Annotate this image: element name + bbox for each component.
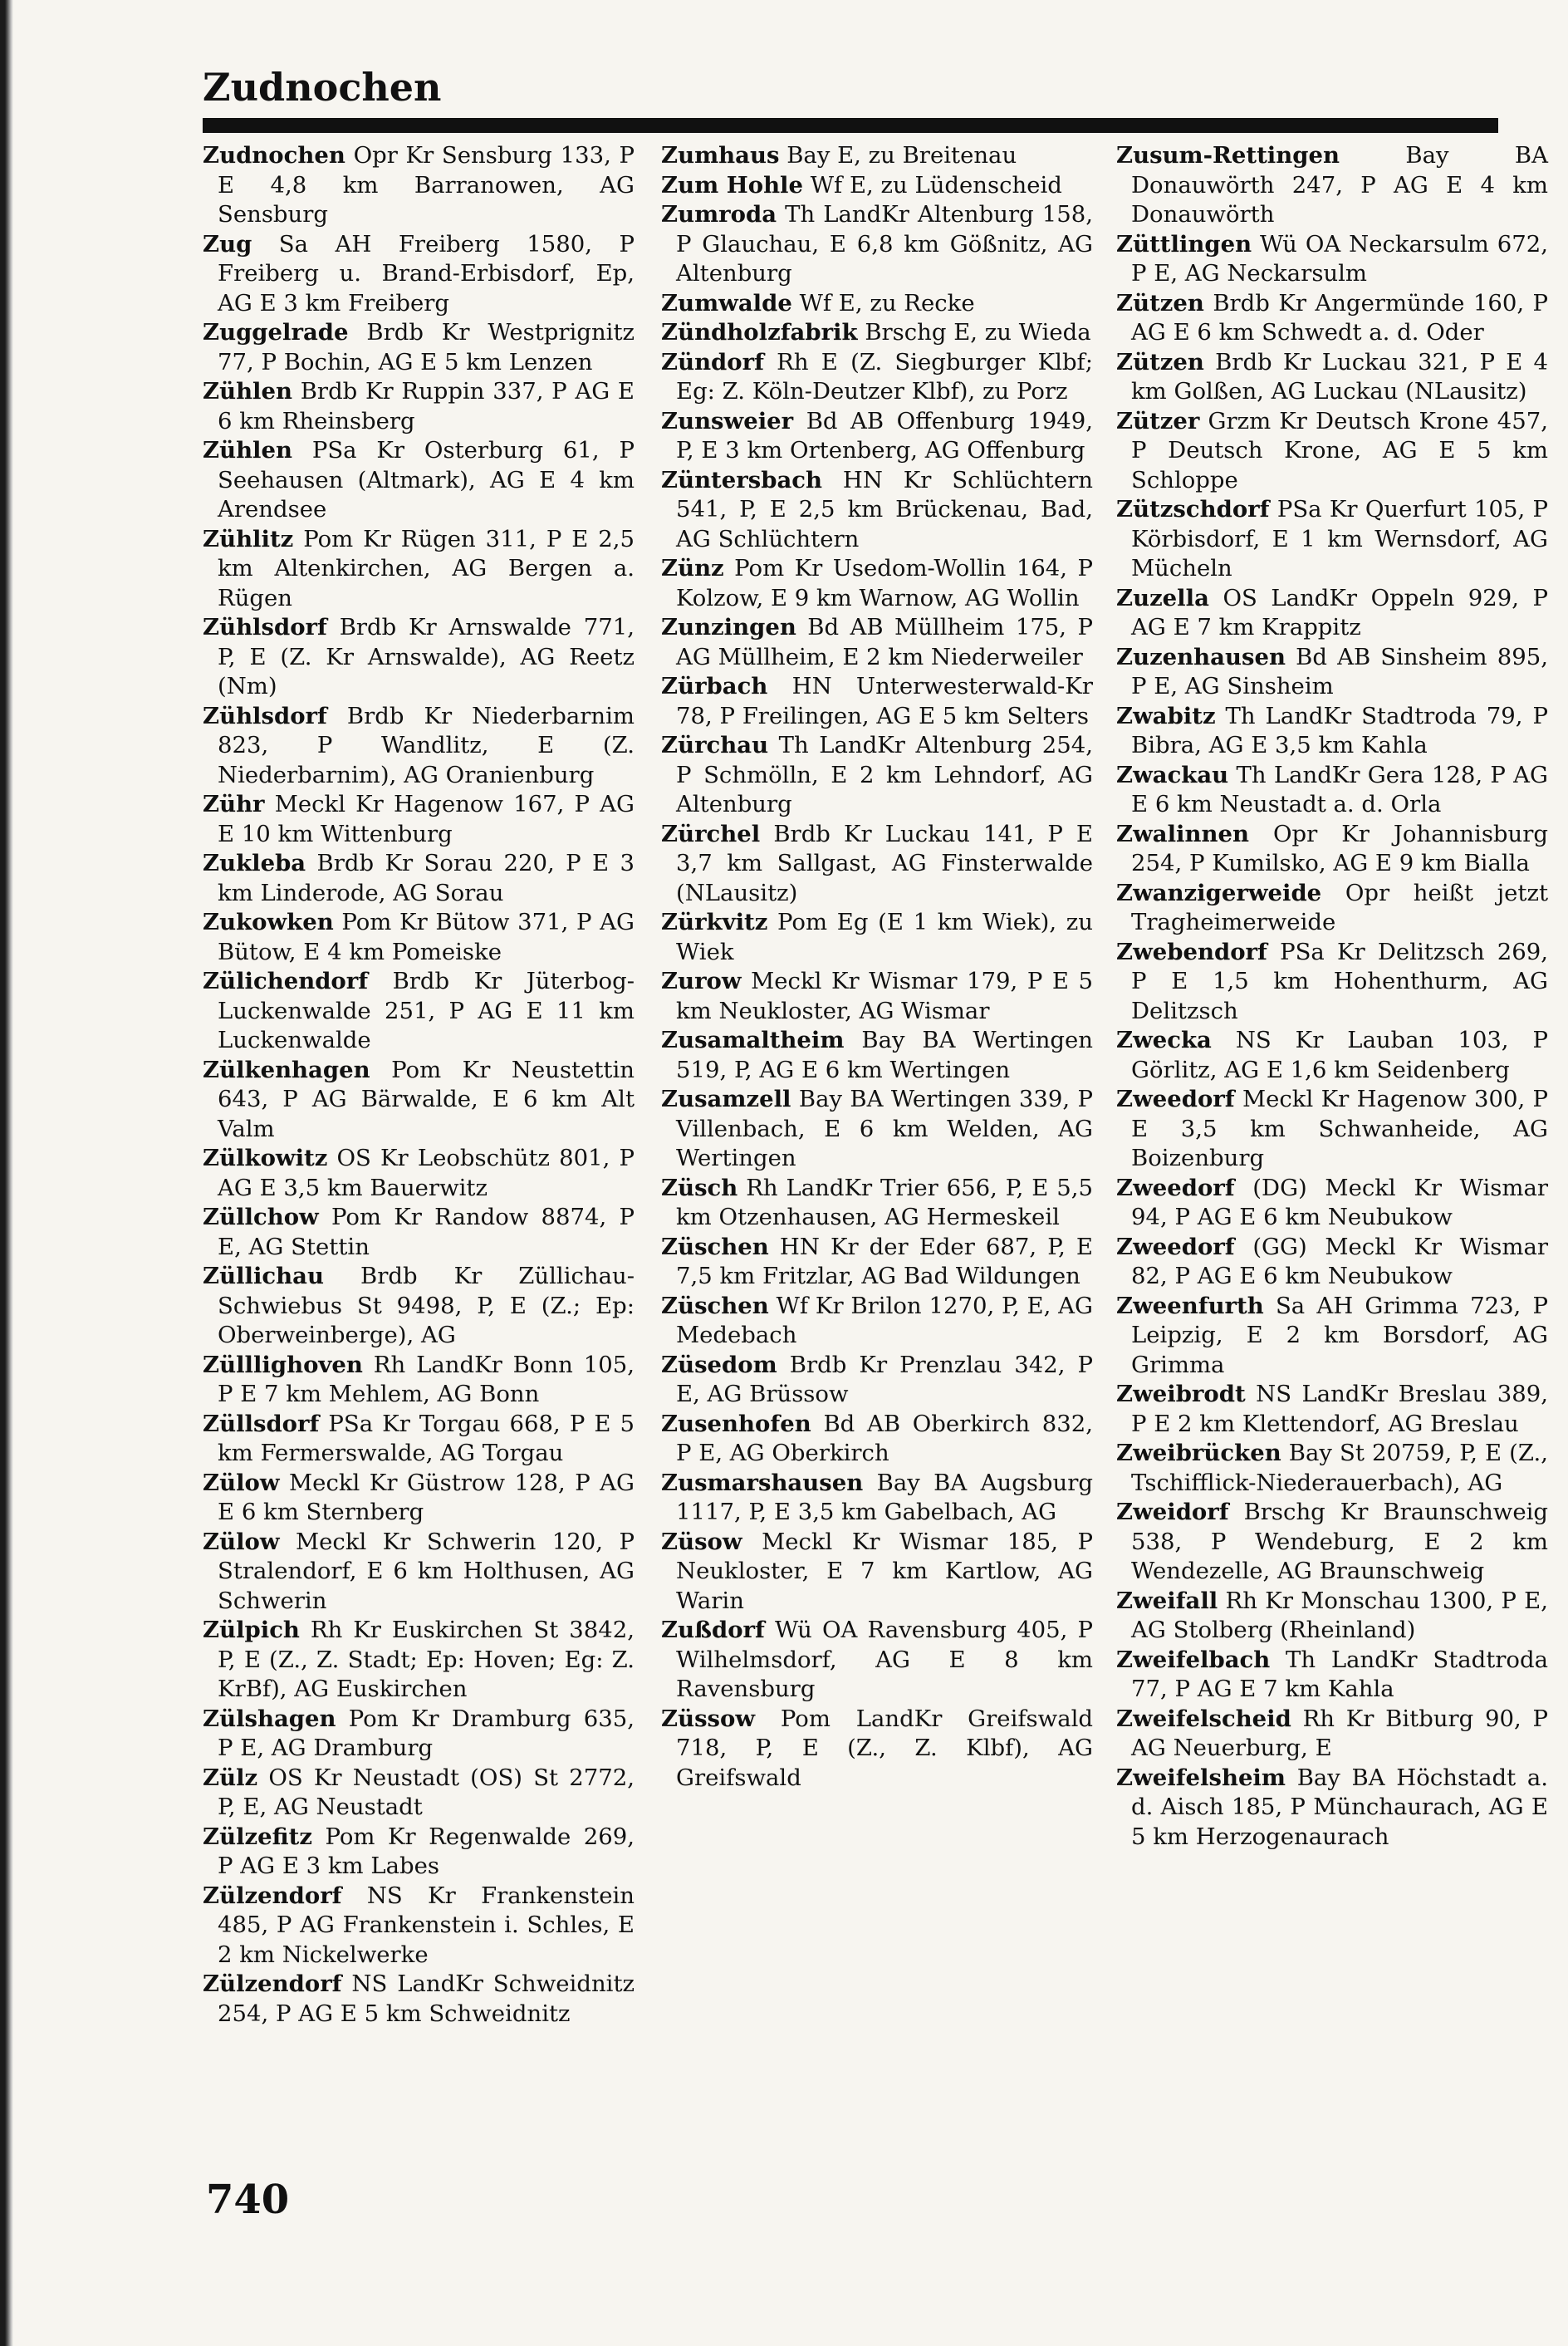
entry-description: NS LandKr Breslau 389, P E 2 km Klettendorf, AG Breslau	[1131, 1381, 1548, 1437]
entry-name: Zweifall	[1116, 1587, 1218, 1614]
entry-description: (GG) Meckl Kr Wismar 82, P AG E 6 km Neubukow	[1131, 1233, 1548, 1289]
gazetteer-entry	[1116, 348, 1548, 407]
entry-description: Pom Kr Regenwalde 269, P AG E 3 km Labes	[218, 1823, 635, 1879]
gazetteer-entry	[203, 1056, 635, 1145]
entry-name: Zühlitz	[203, 525, 294, 552]
entry-name: Zusum-Rettingen	[1116, 142, 1340, 169]
entry-description: PSa Kr Querfurt 105, P Körbisdorf, E 1 km Wernsdorf, AG Mücheln	[1131, 496, 1549, 582]
entry-description: Brdb Kr Westprignitz 77, P Bochin, AG E 5 km Lenzen	[218, 319, 635, 375]
entry-description: Brschg Kr Braunschweig 538, P Wendeburg, E 2 km Wendezelle, AG Braunschweig	[1131, 1499, 1549, 1584]
gazetteer-entry	[1116, 1705, 1548, 1764]
entry-name: Zülzefitz	[203, 1823, 312, 1850]
running-head: Zudnochen	[203, 65, 442, 110]
gazetteer-entry	[1116, 1085, 1548, 1174]
entry-description: Rh Kr Euskirchen St 3842, P, E (Z., Z. Stadt; Ep: Hoven; Eg: Z. KrBf), AG Euskirchen	[218, 1617, 635, 1702]
entry-name: Zuggelrade	[203, 319, 349, 346]
gazetteer-entry	[203, 141, 635, 230]
gazetteer-entry	[661, 908, 1093, 967]
gazetteer-entry	[203, 1203, 635, 1262]
gazetteer-entry	[661, 1351, 1093, 1410]
header-rule	[203, 118, 1498, 133]
entry-name: Zweibrodt	[1116, 1381, 1246, 1407]
gazetteer-entry	[661, 820, 1093, 909]
entry-name: Zusenhofen	[661, 1410, 811, 1437]
entry-name: Zülshagen	[203, 1705, 336, 1732]
entry-name: Züntersbach	[661, 466, 823, 493]
entry-description: Rh LandKr Bonn 105, P E 7 km Mehlem, AG Bonn	[218, 1351, 635, 1407]
entry-name: Züttlingen	[1116, 230, 1252, 258]
entry-name: Zuzella	[1116, 584, 1209, 611]
entry-description: (DG) Meckl Kr Wismar 94, P AG E 6 km Neubukow	[1131, 1174, 1548, 1230]
entry-name: Zwebendorf	[1116, 938, 1267, 965]
entry-name: Zühr	[203, 791, 265, 817]
entry-name: Zühlen	[203, 437, 292, 464]
entry-description: Th LandKr Stadtroda 77, P AG E 7 km Kahla	[1131, 1646, 1548, 1702]
gazetteer-entry	[203, 377, 635, 436]
entry-name: Zum Hohle	[661, 171, 804, 199]
entry-description: HN Kr der Eder 687, P, E 7,5 km Fritzlar, AG Bad Wildungen	[676, 1233, 1093, 1289]
gazetteer-entry	[661, 1174, 1093, 1233]
entry-description: Wü OA Ravensburg 405, P Wilhelmsdorf, AG E 8 km Ravensburg	[676, 1617, 1093, 1702]
gazetteer-entry	[661, 1528, 1093, 1617]
gazetteer-entry	[1116, 938, 1548, 1027]
entry-description: Pom Kr Bütow 371, P AG Bütow, E 4 km Pomeiske	[218, 909, 635, 965]
gazetteer-entry	[1116, 1174, 1548, 1233]
entry-description: Meckl Kr Schwerin 120, P Stralendorf, E 6 km Holthusen, AG Schwerin	[218, 1528, 635, 1614]
entry-description: OS LandKr Oppeln 929, P AG E 7 km Krappitz	[1131, 584, 1548, 640]
gazetteer-entry	[1116, 1380, 1548, 1439]
gazetteer-entry	[661, 731, 1093, 820]
gazetteer-entry	[203, 849, 635, 908]
entry-description: Brdb Kr Luckau 141, P E 3,7 km Sallgast, AG Finsterwalde (NLausitz)	[676, 820, 1093, 906]
entry-description: Rh Kr Bitburg 90, P AG Neuerburg, E	[1131, 1705, 1548, 1761]
entry-name: Zweibrücken	[1116, 1440, 1281, 1466]
entry-name: Zweenfurth	[1116, 1292, 1264, 1319]
entry-description: Meckl Kr Güstrow 128, P AG E 6 km Sternberg	[218, 1469, 635, 1525]
entry-name: Züllsdorf	[203, 1410, 320, 1437]
gazetteer-entry	[1116, 495, 1548, 584]
entry-description: Bay BA Höchstadt a. d. Aisch 185, P Münchaurach, AG E 5 km Herzogenaurach	[1131, 1764, 1548, 1850]
column-3	[1116, 141, 1548, 1852]
entry-description: Brschg E, zu Wieda	[865, 319, 1091, 346]
entry-description: Meckl Kr Wismar 179, P E 5 km Neukloster, AG Wismar	[676, 968, 1093, 1024]
entry-description: Bay St 20759, P, E (Z., Tschifflick-Niederauerbach), AG	[1131, 1440, 1548, 1496]
entry-description: Bd AB Müllheim 175, P AG Müllheim, E 2 km Niederweiler	[676, 614, 1093, 670]
gazetteer-entry	[1116, 1292, 1548, 1381]
entry-name: Zusamzell	[661, 1086, 791, 1112]
gazetteer-entry	[203, 1144, 635, 1203]
gazetteer-entry	[203, 790, 635, 849]
gazetteer-entry	[1116, 1498, 1548, 1587]
entry-description: OS Kr Neustadt (OS) St 2772, P, E, AG Neustadt	[218, 1764, 635, 1820]
entry-name: Zusmarshausen	[661, 1469, 864, 1496]
gazetteer-entry	[661, 1292, 1093, 1351]
page-binding-edge	[0, 0, 13, 2346]
entry-name: Zukowken	[203, 909, 334, 935]
entry-name: Zumwalde	[661, 289, 792, 317]
entry-name: Zukleba	[203, 850, 306, 876]
gazetteer-entry	[661, 1085, 1093, 1174]
page-number: 740	[206, 2177, 290, 2223]
gazetteer-entry	[203, 230, 635, 319]
entry-name: Zurow	[661, 968, 742, 994]
entry-description: Pom Kr Rügen 311, P E 2,5 km Altenkirchen, AG Bergen a. Rügen	[218, 525, 635, 611]
entry-name: Zündorf	[661, 348, 764, 375]
entry-name: Zülichendorf	[203, 968, 369, 994]
entry-description: Bd AB Offenburg 1949, P, E 3 km Ortenberg, AG Offenburg	[676, 407, 1093, 464]
entry-description: Brdb Kr Angermünde 160, P AG E 6 km Schwedt a. d. Oder	[1131, 289, 1548, 346]
entry-description: OS Kr Leobschütz 801, P AG E 3,5 km Bauerwitz	[218, 1145, 635, 1201]
gazetteer-entry	[203, 1882, 635, 1971]
entry-description: PSa Kr Torgau 668, P E 5 km Fermerswalde, AG Torgau	[218, 1410, 635, 1466]
entry-description: Meckl Kr Wismar 185, P Neukloster, E 7 km Kartlow, AG Warin	[676, 1528, 1093, 1614]
gazetteer-entry	[1116, 643, 1548, 702]
entry-description: Opr Kr Johannisburg 254, P Kumilsko, AG E 9 km Bialla	[1131, 820, 1548, 876]
entry-name: Zülzendorf	[203, 1882, 342, 1909]
entry-name: Zühlsdorf	[203, 702, 327, 729]
entry-name: Zülpich	[203, 1617, 300, 1643]
gazetteer-entry	[203, 1469, 635, 1528]
gazetteer-entry	[203, 1410, 635, 1469]
entry-name: Zunzingen	[661, 614, 796, 640]
entry-name: Zweifelbach	[1116, 1646, 1271, 1673]
gazetteer-entry	[1116, 1646, 1548, 1705]
gazetteer-entry	[1116, 230, 1548, 289]
entry-name: Zusamaltheim	[661, 1027, 845, 1053]
gazetteer-entry	[203, 318, 635, 377]
entry-name: Zülllighoven	[203, 1351, 363, 1378]
entry-name: Zußdorf	[661, 1617, 765, 1643]
gazetteer-entry	[203, 1705, 635, 1764]
entry-description: Pom LandKr Greifswald 718, P, E (Z., Z. Klbf), AG Greifswald	[676, 1705, 1093, 1791]
entry-name: Zweedorf	[1116, 1233, 1235, 1260]
entry-description: Bd AB Sinsheim 895, P E, AG Sinsheim	[1131, 643, 1548, 699]
page-header	[203, 65, 1498, 110]
entry-name: Züllchow	[203, 1204, 319, 1230]
gazetteer-entry	[661, 554, 1093, 613]
entry-name: Züsedom	[661, 1351, 777, 1378]
gazetteer-entry	[661, 1233, 1093, 1292]
entry-description: Brdb Kr Prenzlau 342, P E, AG Brüssow	[676, 1351, 1093, 1407]
gazetteer-entry	[661, 289, 1093, 319]
entry-description: NS Kr Lauban 103, P Görlitz, AG E 1,6 km Seidenberg	[1131, 1027, 1548, 1083]
entry-description: Wü OA Neckarsulm 672, P E, AG Neckarsulm	[1131, 230, 1548, 287]
entry-description: Th LandKr Gera 128, P AG E 6 km Neustadt a. d. Orla	[1131, 761, 1548, 817]
entry-name: Zürbach	[661, 673, 768, 699]
entry-name: Zürchau	[661, 732, 769, 758]
gazetteer-entry	[1116, 879, 1548, 938]
gazetteer-entry	[203, 967, 635, 1056]
entry-description: NS LandKr Schweidnitz 254, P AG E 5 km Schweidnitz	[218, 1971, 635, 2027]
entry-description: Pom Kr Usedom-Wollin 164, P Kolzow, E 9 km Warnow, AG Wollin	[676, 555, 1093, 611]
entry-name: Zützschdorf	[1116, 496, 1270, 523]
entry-name: Zweidorf	[1116, 1499, 1229, 1525]
entry-name: Zützer	[1116, 407, 1200, 434]
entry-description: Bay BA Augsburg 1117, P, E 3,5 km Gabelbach, AG	[676, 1469, 1093, 1525]
gazetteer-entry	[661, 967, 1093, 1026]
entry-name: Zwanzigerweide	[1116, 879, 1322, 906]
entry-name: Zweedorf	[1116, 1174, 1235, 1201]
entry-description: Sa AH Freiberg 1580, P Freiberg u. Brand-Erbisdorf, Ep, AG E 3 km Freiberg	[218, 230, 635, 317]
gazetteer-entry	[661, 171, 1093, 201]
gazetteer-entry	[203, 1764, 635, 1823]
gazetteer-entry	[203, 702, 635, 791]
entry-description: Meckl Kr Hagenow 167, P AG E 10 km Wittenburg	[218, 791, 635, 847]
gazetteer-entry	[661, 672, 1093, 731]
entry-description: Rh LandKr Trier 656, P, E 5,5 km Otzenhausen, AG Hermeskeil	[676, 1174, 1093, 1230]
gazetteer-entry	[661, 200, 1093, 289]
gazetteer-entry	[1116, 1587, 1548, 1646]
entry-description: Pom Eg (E 1 km Wiek), zu Wiek	[676, 909, 1094, 965]
entry-description: Wf E, zu Lüdenscheid	[810, 171, 1062, 199]
gazetteer-entry	[661, 318, 1093, 348]
entry-description: Brdb Kr Jüterbog-Luckenwalde 251, P AG E 11 km Luckenwalde	[218, 968, 635, 1053]
entry-name: Zwalinnen	[1116, 820, 1249, 847]
entry-description: PSa Kr Osterburg 61, P Seehausen (Altmark), AG E 4 km Arendsee	[218, 437, 635, 523]
entry-name: Zweedorf	[1116, 1086, 1235, 1112]
gazetteer-entry	[203, 1351, 635, 1410]
entry-name: Zündholzfabrik	[661, 319, 858, 346]
gazetteer-entry	[1116, 141, 1548, 230]
entry-name: Zwackau	[1116, 761, 1229, 788]
entry-description: Th LandKr Altenburg 254, P Schmölln, E 2 km Lehndorf, AG Altenburg	[676, 732, 1093, 817]
entry-description: Brdb Kr Arnswalde 771, P, E (Z. Kr Arnswalde), AG Reetz (Nm)	[218, 614, 635, 699]
entry-description: Rh Kr Monschau 1300, P E, AG Stolberg (Rheinland)	[1131, 1587, 1548, 1643]
gazetteer-entry	[1116, 702, 1548, 761]
gazetteer-entry	[203, 1616, 635, 1705]
entry-name: Züssow	[661, 1705, 756, 1732]
entry-description: Brdb Kr Züllichau-Schwiebus St 9498, P, E (Z.; Ep: Oberweinberge), AG	[218, 1263, 635, 1348]
entry-description: HN Unterwesterwald-Kr 78, P Freilingen, AG E 5 km Selters	[676, 673, 1093, 729]
entry-description: Bay BA Wertingen 339, P Villenbach, E 6 km Welden, AG Wertingen	[676, 1086, 1094, 1171]
entry-description: Sa AH Grimma 723, P Leipzig, E 2 km Borsdorf, AG Grimma	[1131, 1292, 1548, 1378]
gazetteer-entry	[203, 908, 635, 967]
entry-description: Opr heißt jetzt Tragheimerweide	[1131, 879, 1548, 935]
entry-name: Zuzenhausen	[1116, 643, 1286, 670]
entry-name: Züsch	[661, 1174, 738, 1201]
entry-name: Zülow	[203, 1528, 280, 1555]
entry-description: NS Kr Frankenstein 485, P AG Frankenstein i. Schles, E 2 km Nickelwerke	[218, 1882, 635, 1968]
entry-description: Bay BA Donauwörth 247, P AG E 4 km Donauwörth	[1131, 142, 1548, 228]
gazetteer-entry	[203, 1262, 635, 1351]
entry-description: Pom Kr Dramburg 635, P E, AG Dramburg	[218, 1705, 635, 1761]
gazetteer-entry	[203, 525, 635, 614]
gazetteer-entry	[661, 141, 1093, 171]
gazetteer-entry	[203, 436, 635, 525]
entry-description: Pom Kr Randow 8874, P E, AG Stettin	[218, 1204, 635, 1260]
entry-name: Zumhaus	[661, 142, 780, 169]
entry-name: Zwecka	[1116, 1027, 1212, 1053]
gazetteer-entry	[661, 1705, 1093, 1794]
column-2	[661, 141, 1093, 1793]
entry-name: Züllichau	[203, 1263, 324, 1289]
entry-name: Zug	[203, 230, 252, 258]
gazetteer-entry	[1116, 1764, 1548, 1853]
entry-name: Zülz	[203, 1764, 258, 1791]
gazetteer-entry	[661, 466, 1093, 555]
gazetteer-entry	[661, 1026, 1093, 1085]
entry-description: Meckl Kr Hagenow 300, P E 3,5 km Schwanheide, AG Boizenburg	[1131, 1086, 1549, 1171]
entry-description: Brdb Kr Ruppin 337, P AG E 6 km Rheinsberg	[218, 378, 635, 434]
entry-name: Zürchel	[661, 820, 761, 847]
gazetteer-entry	[1116, 820, 1548, 879]
entry-name: Zweifelsheim	[1116, 1764, 1286, 1791]
gazetteer-entry	[1116, 761, 1548, 820]
column-1	[203, 141, 635, 2029]
gazetteer-entry	[1116, 289, 1548, 348]
gazetteer-entry	[203, 613, 635, 702]
entry-description: Grzm Kr Deutsch Krone 457, P Deutsch Krone, AG E 5 km Schloppe	[1131, 407, 1549, 493]
entry-name: Zützen	[1116, 348, 1204, 375]
gazetteer-entry	[1116, 584, 1548, 643]
gazetteer-entry	[1116, 407, 1548, 496]
entry-name: Zudnochen	[203, 142, 345, 169]
entry-name: Zühlen	[203, 378, 292, 405]
gazetteer-entry	[1116, 1026, 1548, 1085]
gazetteer-entry	[661, 1616, 1093, 1705]
gazetteer-entry	[661, 613, 1093, 672]
entry-name: Zülow	[203, 1469, 280, 1496]
entry-name: Zunsweier	[661, 407, 794, 434]
entry-description: Bd AB Oberkirch 832, P E, AG Oberkirch	[676, 1410, 1094, 1466]
gazetteer-entry	[661, 1410, 1093, 1469]
entry-name: Zülkenhagen	[203, 1056, 370, 1083]
gazetteer-entry	[1116, 1233, 1548, 1292]
entry-description: Wf E, zu Recke	[799, 289, 975, 317]
entry-name: Zülzendorf	[203, 1971, 342, 1997]
entry-name: Zwabitz	[1116, 702, 1216, 729]
entry-description: Brdb Kr Sorau 220, P E 3 km Linderode, AG Sorau	[218, 850, 635, 906]
entry-name: Züschen	[661, 1233, 769, 1260]
entry-name: Zühlsdorf	[203, 614, 327, 640]
entry-description: Th LandKr Stadtroda 79, P Bibra, AG E 3,5 km Kahla	[1131, 702, 1548, 758]
entry-description: Opr Kr Sensburg 133, P E 4,8 km Barranowen, AG Sensburg	[218, 142, 635, 228]
gazetteer-entry	[661, 407, 1093, 466]
entry-name: Züsow	[661, 1528, 742, 1555]
entry-description: Brdb Kr Niederbarnim 823, P Wandlitz, E (Z. Niederbarnim), AG Oranienburg	[218, 702, 635, 788]
gazetteer-entry	[203, 1528, 635, 1617]
entry-name: Zürkvitz	[661, 909, 768, 935]
entry-name: Zumroda	[661, 201, 777, 228]
entry-description: PSa Kr Delitzsch 269, P E 1,5 km Hohenthurm, AG Delitzsch	[1131, 938, 1548, 1024]
entry-name: Zünz	[661, 555, 724, 582]
gazetteer-entry	[203, 1823, 635, 1882]
entry-name: Zweifelscheid	[1116, 1705, 1291, 1732]
entry-description: Th LandKr Altenburg 158, P Glauchau, E 6,8 km Gößnitz, AG Altenburg	[676, 201, 1093, 287]
entry-description: Bay E, zu Breitenau	[786, 142, 1017, 169]
entry-description: HN Kr Schlüchtern 541, P, E 2,5 km Brückenau, Bad, AG Schlüchtern	[676, 466, 1093, 552]
gazetteer-entry	[661, 348, 1093, 407]
gazetteer-entry	[1116, 1439, 1548, 1498]
entry-description: Pom Kr Neustettin 643, P AG Bärwalde, E 6 km Alt Valm	[218, 1056, 635, 1142]
entry-description: Brdb Kr Luckau 321, P E 4 km Golßen, AG Luckau (NLausitz)	[1131, 348, 1548, 405]
entry-description: Bay BA Wertingen 519, P, AG E 6 km Wertingen	[676, 1027, 1093, 1083]
entry-name: Zützen	[1116, 289, 1204, 317]
gazetteer-entry	[661, 1469, 1093, 1528]
gazetteer-entry	[203, 1970, 635, 2029]
entry-description: Wf Kr Brilon 1270, P, E, AG Medebach	[676, 1292, 1093, 1348]
entry-name: Zülkowitz	[203, 1145, 328, 1171]
entry-name: Züschen	[661, 1292, 769, 1319]
entry-description: Rh E (Z. Siegburger Klbf; Eg: Z. Köln-Deutzer Klbf), zu Porz	[676, 348, 1093, 405]
